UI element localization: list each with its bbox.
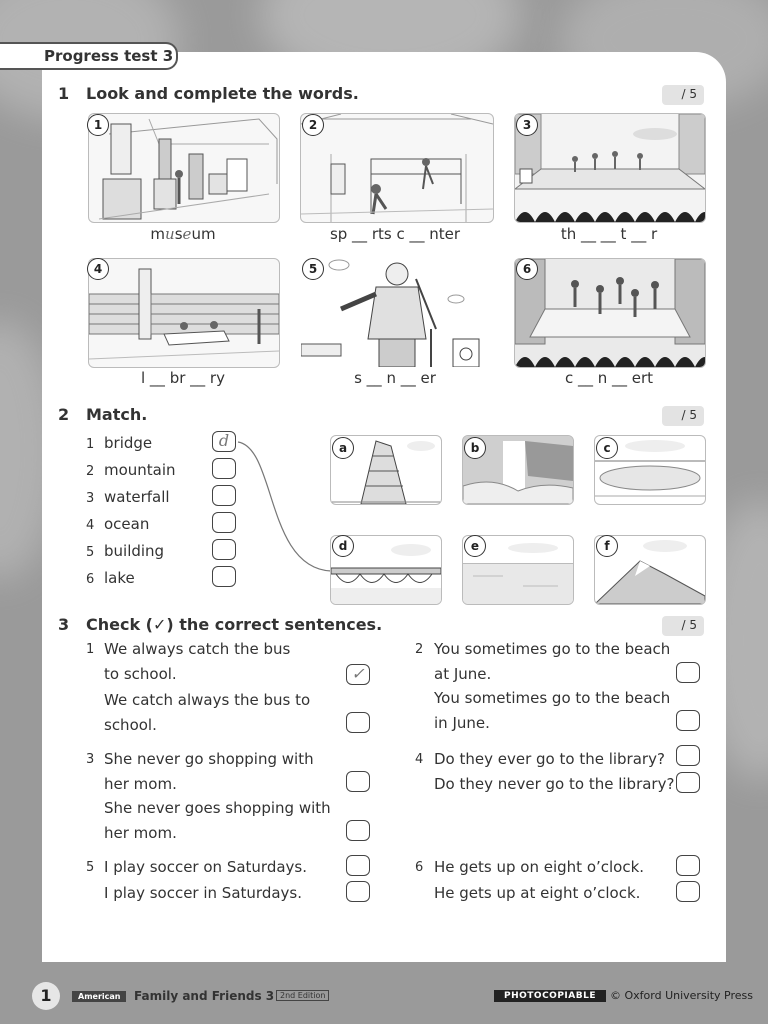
question-number-5: 5	[86, 860, 95, 875]
check-box-5a[interactable]	[346, 855, 370, 876]
picture-library	[88, 258, 280, 368]
picture-singer	[300, 258, 494, 368]
page-number: 1	[32, 982, 60, 1010]
question-number-3: 3	[86, 752, 95, 767]
check-box-1b[interactable]	[346, 712, 370, 733]
section2-score: / 5	[662, 406, 704, 426]
word-6: c __ n __ ert	[564, 369, 654, 387]
word-2: sp __ rts c __ nter	[329, 225, 461, 243]
question-number-4: 4	[415, 752, 424, 767]
match-line	[236, 438, 336, 578]
picture-number-4: 4	[87, 258, 109, 280]
match-item: 5 building	[86, 542, 165, 560]
picture-number-6: 6	[516, 258, 538, 280]
match-answer-box-4[interactable]	[212, 512, 236, 533]
match-answer-box-2[interactable]	[212, 458, 236, 479]
picture-number-1: 1	[87, 114, 109, 136]
picture-number-5: 5	[302, 258, 324, 280]
question-number-1: 1	[86, 642, 95, 657]
section3-number: 3	[58, 615, 70, 634]
question-number-6: 6	[415, 860, 424, 875]
check-box-2b[interactable]	[676, 710, 700, 731]
section2-number: 2	[58, 405, 70, 424]
match-answer-box-1[interactable]: d	[212, 431, 236, 452]
word-5: s __ n __ er	[354, 369, 436, 387]
sentence-5a: I play soccer on Saturdays.	[104, 858, 307, 876]
match-item: 6 lake	[86, 569, 135, 587]
sentence-3b: She never goes shopping with her mom.	[104, 799, 331, 842]
word-3: th __ __ t __ r	[560, 225, 658, 243]
footer	[0, 982, 768, 1012]
question-number-2: 2	[415, 642, 424, 657]
check-box-1a[interactable]: ✓	[346, 664, 370, 685]
section3-score: / 5	[662, 616, 704, 636]
picture-number-2: 2	[302, 114, 324, 136]
sentence-2a: You sometimes go to the beach at June.	[434, 640, 671, 683]
section1-title: Look and complete the words.	[86, 84, 359, 103]
match-item: 1 bridge	[86, 434, 153, 452]
sentence-6b: He gets up at eight o’clock.	[434, 884, 641, 902]
edition-badge: 2nd Edition	[276, 990, 329, 1001]
match-item: 4 ocean	[86, 515, 150, 533]
check-box-6b[interactable]	[676, 881, 700, 902]
match-label-f: f	[596, 535, 618, 557]
sentence-1a: We always catch the bus to school.	[104, 640, 291, 683]
match-item: 3 waterfall	[86, 488, 170, 506]
picture-number-3: 3	[516, 114, 538, 136]
sentence-2b: You sometimes go to the beach in June.	[434, 689, 671, 732]
picture-museum	[88, 113, 280, 223]
header-tab	[0, 42, 178, 70]
match-item: 2 mountain	[86, 461, 176, 479]
section3-title: Check (✓) the correct sentences.	[86, 615, 383, 634]
match-answer-box-6[interactable]	[212, 566, 236, 587]
check-box-3b[interactable]	[346, 820, 370, 841]
sentence-4a: Do they ever go to the library?	[434, 750, 665, 768]
publisher: © Oxford University Press	[610, 989, 754, 1002]
match-answer-box-3[interactable]	[212, 485, 236, 506]
picture-theater	[514, 113, 706, 223]
sentence-6a: He gets up on eight o’clock.	[434, 858, 645, 876]
picture-sports-center	[300, 113, 494, 223]
sentence-1b: We catch always the bus to school.	[104, 691, 311, 734]
check-box-4b[interactable]	[676, 772, 700, 793]
check-box-6a[interactable]	[676, 855, 700, 876]
check-box-2a[interactable]	[676, 662, 700, 683]
word-1: museum	[150, 225, 216, 243]
match-label-c: c	[596, 437, 618, 459]
match-label-b: b	[464, 437, 486, 459]
section2-title: Match.	[86, 405, 148, 424]
match-label-e: e	[464, 535, 486, 557]
match-answer-box-5[interactable]	[212, 539, 236, 560]
book-title: Family and Friends 3	[134, 989, 275, 1003]
check-box-3a[interactable]	[346, 771, 370, 792]
edition-label: American	[72, 991, 126, 1002]
picture-concert	[514, 258, 706, 368]
page-title: Progress test 3	[44, 47, 174, 65]
check-box-4a[interactable]	[676, 745, 700, 766]
section1-number: 1	[58, 84, 70, 103]
sentence-5b: I play soccer in Saturdays.	[104, 884, 302, 902]
check-box-5b[interactable]	[346, 881, 370, 902]
photocopiable-badge: PHOTOCOPIABLE	[494, 990, 606, 1002]
sentence-3a: She never go shopping with her mom.	[104, 750, 314, 793]
word-4: l __ br __ ry	[141, 369, 225, 387]
match-label-a: a	[332, 437, 354, 459]
section1-score: / 5	[662, 85, 704, 105]
sentence-4b: Do they never go to the library?	[434, 775, 675, 793]
match-label-d: d	[332, 535, 354, 557]
